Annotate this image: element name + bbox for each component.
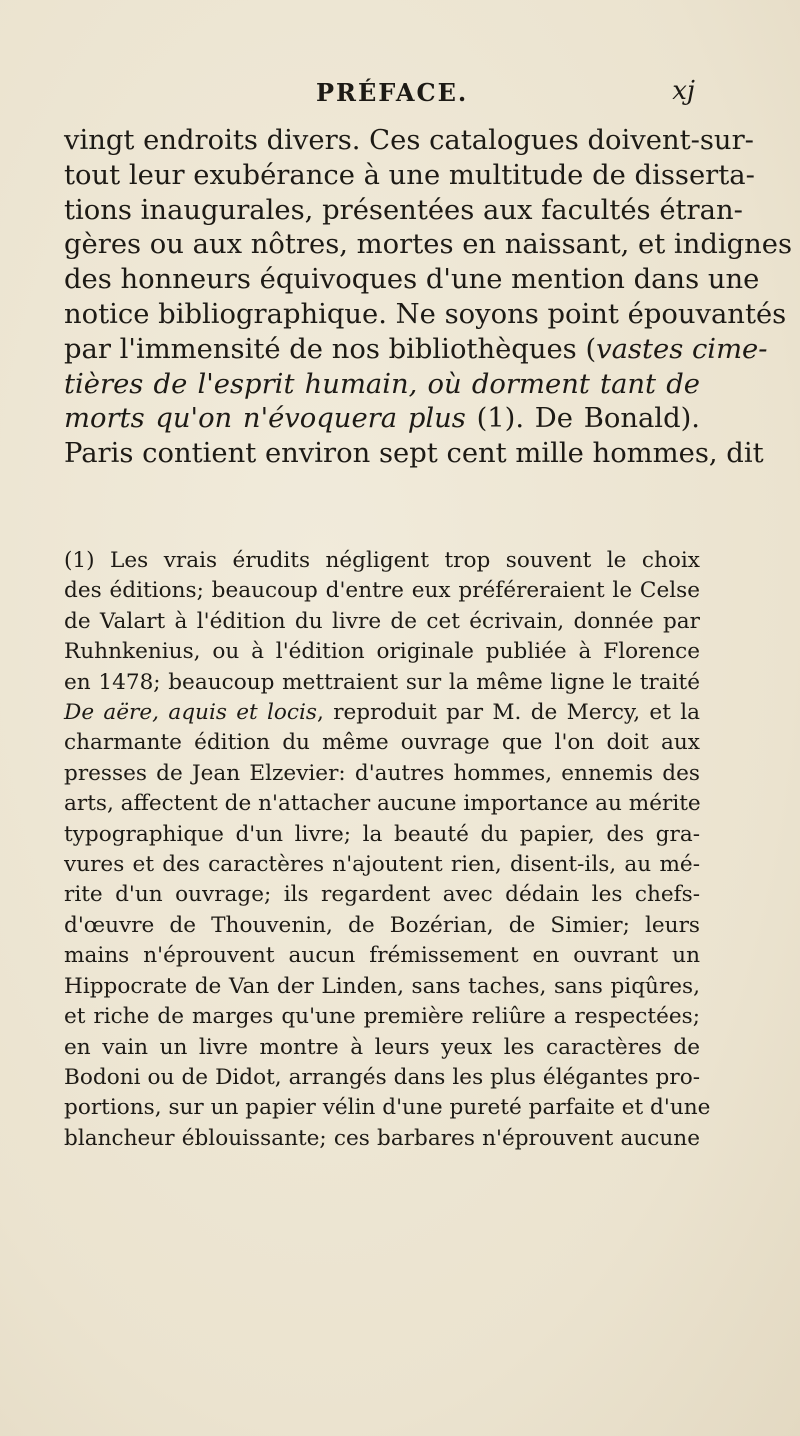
footnote — [64, 546, 711, 1154]
page-header — [250, 72, 695, 116]
footnote-line: en vain un livre montre à leurs yeux les caractères de — [64, 1034, 700, 1060]
footnote-line: (1) Les vrais érudits négligent trop souvent le choix — [64, 548, 700, 573]
text-line — [64, 402, 700, 437]
text-line: des honneurs équivoques d'une mention dans une — [64, 264, 760, 296]
footnote-line: Hippocrate de Van der Linden, sans taches, sans piqûres, — [64, 973, 700, 999]
running-title: PRÉFACE. — [316, 78, 469, 107]
text-line: gères ou aux nôtres, mortes en naissant, et indignes — [64, 229, 793, 261]
text-line: tout leur exubérance à une multitude de disserta- — [64, 159, 755, 191]
footnote-line: rite d'un ouvrage; ils regardent avec dédain les chefs- — [64, 882, 700, 908]
footnote-line: vures et des caractères n'ajoutent rien, disent-ils, au mé- — [64, 852, 700, 878]
text-segment: , reproduit par M. de Mercy, et la — [317, 700, 700, 726]
footnote-line: d'œuvre de Thouvenin, de Bozérian, de Simier; leurs — [64, 912, 700, 938]
footnote-line: des éditions; beaucoup d'entre eux préféreraient le Celse — [64, 578, 700, 604]
footnote-line: arts, affectent de n'attacher aucune importance au mérite — [64, 791, 701, 817]
footnote-line: presses de Jean Elzevier: d'autres hommes, ennemis des — [64, 760, 700, 786]
footnote-line: Ruhnkenius, ou à l'édition originale publiée à Florence — [64, 639, 700, 665]
text-segment: par l'immensité de nos bibliothèques ( — [64, 333, 597, 365]
italic-title: De aëre, aquis et locis — [64, 700, 318, 726]
footnote-line: et riche de marges qu'une première reliûre a respectées; — [64, 1004, 700, 1030]
italic-quote: vastes cime- — [596, 333, 768, 365]
italic-quote: tières de l'esprit humain, où dorment tant de — [64, 368, 700, 400]
footnote-line — [64, 698, 700, 728]
main-text — [64, 124, 793, 472]
footnote-line: de Valart à l'édition du livre de cet écrivain, donnée par — [64, 608, 700, 634]
footnote-line: en 1478; beaucoup mettraient sur la même ligne le traité — [64, 669, 700, 695]
page-number: xj — [672, 76, 695, 106]
footnote-line: portions, sur un papier vélin d'une pureté parfaite et d'une — [64, 1095, 711, 1121]
footnote-line: blancheur éblouissante; ces barbares n'éprouvent aucune — [64, 1125, 700, 1151]
footnote-line: Bodoni ou de Didot, arrangés dans les plus élégantes pro- — [64, 1064, 700, 1090]
text-line: notice bibliographique. Ne soyons point épouvantés — [64, 298, 787, 330]
footnote-line: charmante édition du même ouvrage que l'on doit aux — [64, 730, 700, 756]
text-segment: (1). De Bonald). — [465, 403, 700, 435]
italic-quote: morts qu'on n'évoquera plus — [64, 403, 466, 435]
text-line: Paris contient environ sept cent mille hommes, dit — [64, 438, 764, 470]
footnote-line: typographique d'un livre; la beauté du papier, des gra- — [64, 821, 700, 847]
footnote-line: mains n'éprouvent aucun frémissement en ouvrant un — [64, 943, 700, 969]
text-line — [64, 333, 768, 368]
text-line — [64, 368, 700, 403]
text-line: tions inaugurales, présentées aux facultés étran- — [64, 194, 743, 226]
text-line: vingt endroits divers. Ces catalogues doivent-sur- — [64, 125, 754, 156]
